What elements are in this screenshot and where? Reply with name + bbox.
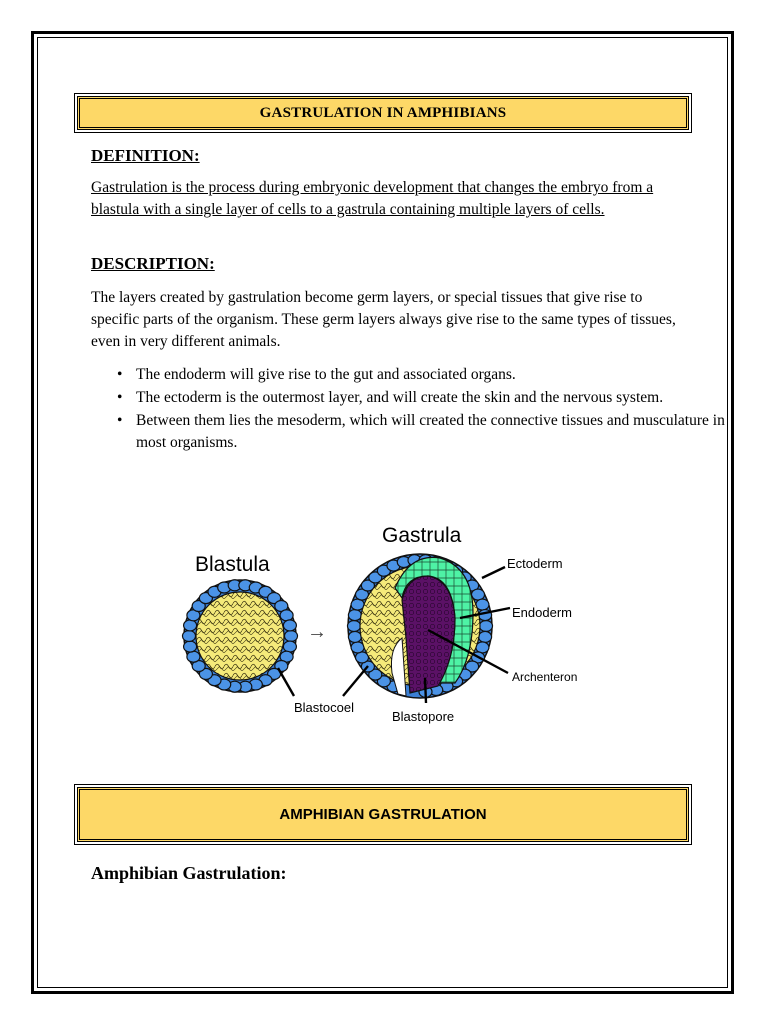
ectoderm-cell [184,620,197,631]
ectoderm-cell [283,641,296,652]
definition-text: Gastrulation is the process during embryonic development that changes the embryo from a blastula with a single layer of cells to a gastrula containing multiple layers of cells. [91,179,654,218]
arrow-icon: → [307,621,327,643]
ectoderm-cell [348,631,361,642]
ectoderm-label: Ectoderm [507,556,563,571]
gastrulation-diagram [170,518,640,728]
ectoderm-cell [183,630,196,641]
archenteron-label: Archenteron [512,670,578,684]
section-heading: Amphibian Gastrulation: [91,863,287,883]
blastula-figure [183,580,298,692]
title-banner [77,96,689,130]
title-banner-text: GASTRULATION IN AMPHIBIANS [259,104,507,121]
ectoderm-cell [283,620,296,631]
ectoderm-cell [285,630,298,641]
bullet-item: • Between them lies the mesoderm, which will created the connective tissues and musculature in most organisms. [136,410,736,454]
bullet-list [91,364,736,455]
description-text: The layers created by gastrulation become germ layers, or special tissues that give rise to specific parts of the organism. These germ layers always give rise to the same types of tissues, even in very different animals. [91,289,676,350]
gastrula-label: Gastrula [382,524,462,547]
definition-heading: DEFINITION: [91,146,200,165]
blastocoel-label: Blastocoel [294,700,354,715]
ectoderm-cell [280,610,293,621]
ectoderm-cell [480,620,493,631]
gastrulation-diagram-svg [170,518,640,728]
endoderm-label: Endoderm [512,605,572,620]
bullet-item: • The ectoderm is the outermost layer, and will create the skin and the nervous system. [136,387,736,409]
ectoderm-cell [479,631,492,642]
blastula-label: Blastula [195,553,270,576]
blastopore-label: Blastopore [392,709,455,724]
section-banner-text: AMPHIBIAN GASTRULATION [279,806,487,823]
ectoderm-cell [348,610,361,621]
bullet-item: • The endoderm will give rise to the gut and associated organs. [136,364,736,386]
gastrula-figure [348,554,493,698]
ectoderm-cell [184,641,197,652]
ectoderm-cell [348,620,361,631]
ectoderm-cell [187,651,200,662]
section-banner [77,787,689,842]
description-heading: DESCRIPTION: [91,254,215,273]
